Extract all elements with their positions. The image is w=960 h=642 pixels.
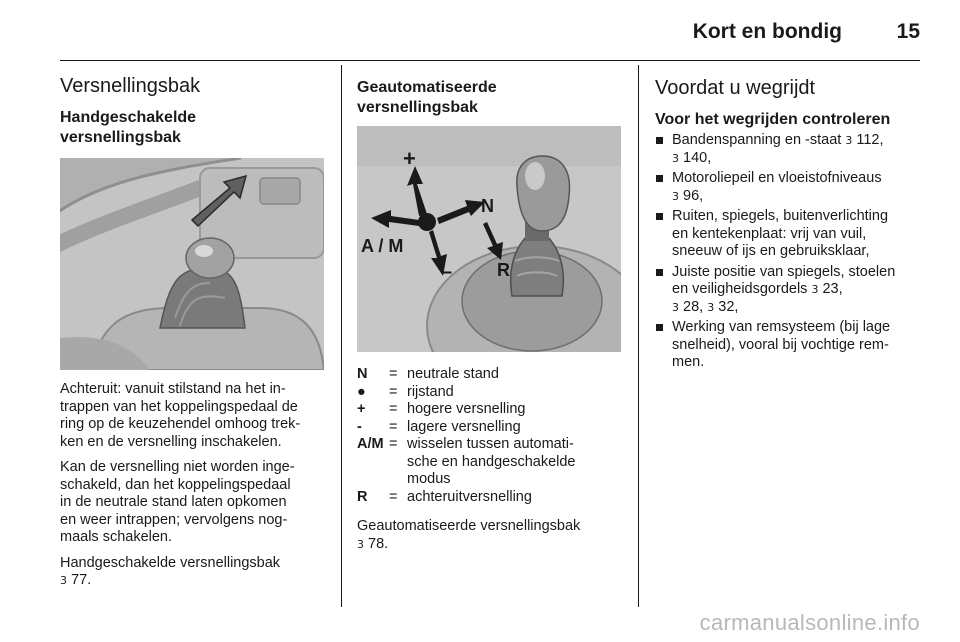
page-ref-symbol: 3: [357, 537, 364, 551]
legend-text: wisselen tussen automati- sche en handgeschakelde modus: [407, 436, 576, 487]
legend-symbol: +: [357, 401, 366, 417]
subsection-title-checks: Voor het wegrijden controleren: [655, 111, 891, 128]
page-link-32[interactable]: 32,: [718, 298, 739, 315]
gear-position-legend: [357, 366, 623, 506]
legend-equals: =: [389, 383, 398, 400]
legend-row: [357, 366, 623, 384]
section-title-gearbox: Versnellingsbak: [60, 75, 201, 97]
page-link-28[interactable]: 28,: [683, 298, 704, 315]
page-link-96[interactable]: 96,: [683, 187, 704, 204]
legend-row: [357, 489, 623, 507]
paragraph-gear-not-engaging: Kan de versnelling niet worden inge- schakeld, dan het koppelingspedaal in de neutrale stand laten opkomen en weer intrappen; vervolgens nog- maals schakelen.: [60, 459, 295, 545]
legend-text: rijstand: [407, 383, 454, 400]
page-link-112[interactable]: 112,: [856, 132, 884, 148]
page-header-title: Kort en bondig: [692, 20, 842, 43]
bullet-square-icon: [656, 324, 663, 331]
bullet-square-icon: [656, 213, 663, 220]
legend-equals: =: [389, 418, 398, 435]
manual-gear-lever-illustration: [60, 158, 324, 370]
list-item: Ruiten, spiegels, buitenverlichting en kentekenplaat: vrij van vuil, sneeuw of ijs en gebruiksklaar,: [655, 208, 925, 261]
paragraph-manual-reference: Handgeschakelde versnellingsbak 3 77.: [60, 554, 281, 588]
legend-text: lagere versnelling: [407, 418, 521, 435]
list-item: Motoroliepeil en vloeistofniveaus 3 96,: [655, 170, 925, 205]
page-link-140[interactable]: 140,: [683, 149, 712, 166]
legend-text: hogere versnelling: [407, 401, 526, 417]
column-divider-1: [341, 65, 342, 607]
legend-symbol: ●: [357, 383, 366, 400]
fig-label-minus: –: [441, 261, 453, 283]
page-ref-symbol: 3: [60, 574, 67, 587]
column-divider-2: [638, 65, 639, 607]
legend-text: neutrale stand: [407, 366, 499, 382]
legend-row: [357, 419, 623, 437]
automated-gearbox-reference: [357, 518, 627, 553]
fig-label-n: N: [481, 196, 494, 216]
column-before-driving: [655, 76, 925, 375]
watermark-text: carmanualsonline.info: [699, 610, 920, 635]
list-item: Juiste positie van spiegels, stoelen en veiligheidsgordels 3 23, 3 28, 3 32,: [655, 264, 925, 317]
legend-equals: =: [389, 488, 398, 505]
legend-equals: =: [389, 366, 398, 382]
legend-symbol: N: [357, 366, 368, 382]
bullet-square-icon: [656, 269, 663, 276]
paragraph-reverse: Achteruit: vanuit stilstand na het in- trappen van het koppelingspedaal de ring op de keuzehendel omhoog trek- ken en de versnelling inschakelen.: [60, 381, 301, 450]
legend-symbol: R: [357, 488, 368, 505]
fig-label-plus: +: [403, 146, 416, 171]
page-link-77[interactable]: 77.: [71, 572, 92, 588]
legend-equals: =: [389, 401, 398, 417]
page-link-23[interactable]: 23,: [822, 281, 843, 297]
legend-row: [357, 384, 623, 402]
section-title-before-driving: Voordat u wegrijdt: [655, 77, 816, 99]
header-divider: [60, 60, 920, 61]
fig-label-am: A / M: [361, 236, 404, 256]
page-link-78[interactable]: 78.: [368, 535, 389, 552]
page-number: 15: [896, 20, 920, 43]
legend-symbol: A/M: [357, 436, 384, 452]
list-item: Bandenspanning en -staat 3 112, 3 140,: [655, 132, 925, 167]
subsection-title-automated: Geautomatiseerde versnellingsbak: [357, 79, 497, 116]
bullet-square-icon: [656, 137, 663, 144]
automated-gear-lever-illustration: [357, 126, 621, 352]
legend-equals: =: [389, 436, 398, 452]
bullet-square-icon: [656, 175, 663, 182]
subsection-title-manual: Handgeschakelde versnellingsbak: [60, 109, 197, 146]
legend-row: [357, 401, 623, 419]
column-manual-gearbox: [60, 74, 326, 148]
paragraph-automated-reference: Geautomatiseerde versnellingsbak 3 78.: [357, 518, 581, 552]
column-automated-gearbox: [357, 78, 623, 118]
fig-label-r: R: [497, 260, 510, 280]
legend-symbol: -: [357, 418, 362, 435]
legend-text: achteruitversnelling: [407, 488, 532, 505]
list-item: Werking van remsysteem (bij lage snelheid), vooral bij vochtige rem- men.: [655, 319, 925, 372]
legend-row: [357, 436, 623, 489]
pre-drive-checklist: [655, 132, 925, 372]
manual-gearbox-text: [60, 381, 330, 590]
